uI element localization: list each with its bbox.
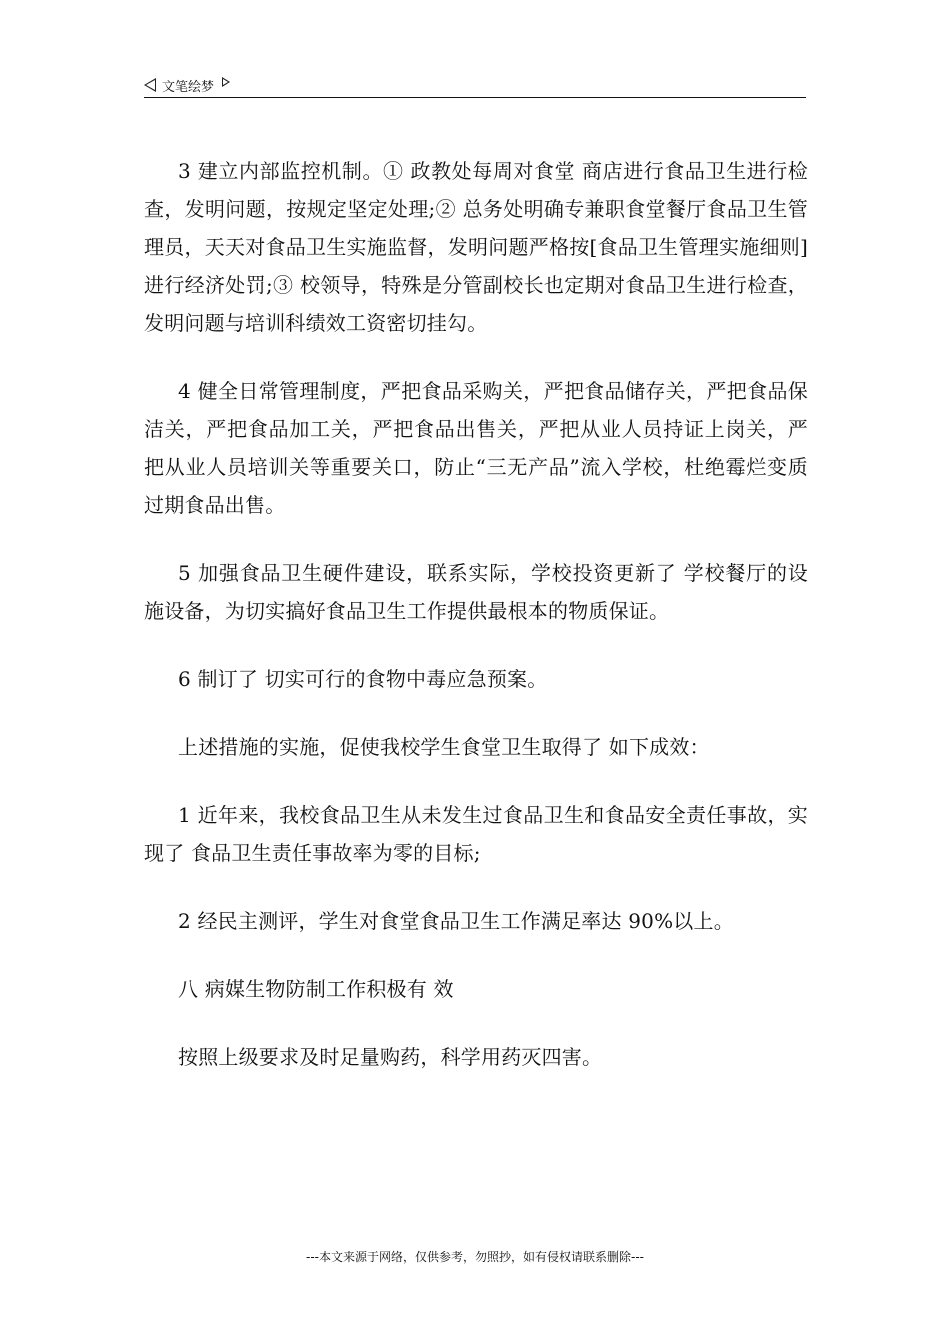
- triangle-right-icon: [222, 77, 230, 87]
- section-heading: 八 病媒生物防制工作积极有 效: [178, 977, 454, 1001]
- paragraph: 3 建立内部监控机制。① 政教处每周对食堂 商店进行食品卫生进行检查，发明问题，按规定坚定处理;② 总务处明确专兼职食堂餐厅食品卫生管理员，天天对食品卫生实施监督，发明问题严格按[食品卫生管理实施细则]进行经济处罚;③ 校领导，特殊是分管副校长也定期对食品卫生进行检查，发明问题与培训科绩效工资密切挂勾。: [144, 159, 808, 335]
- paragraph: 6 制订了 切实可行的食物中毒应急预案。: [178, 667, 548, 691]
- paragraph: 2 经民主测评，学生对食堂食品卫生工作满足率达 90%以上。: [178, 909, 734, 933]
- triangle-left-icon: [144, 78, 156, 92]
- footer-notice: ---本文来源于网络，仅供参考，勿照抄，如有侵权请联系删除---: [306, 1250, 644, 1264]
- header-divider: [144, 97, 806, 98]
- page-header: [144, 74, 230, 96]
- paragraph: 5 加强食品卫生硬件建设，联系实际，学校投资更新了 学校餐厅的设施设备，为切实搞好食品卫生工作提供最根本的物质保证。: [144, 561, 808, 623]
- document-body: [144, 152, 808, 1076]
- header-brand: 文笔绘梦: [162, 79, 215, 95]
- paragraph: 4 健全日常管理制度，严把食品采购关，严把食品储存关，严把食品保洁关，严把食品加工关，严把食品出售关，严把从业人员持证上岗关，严把从业人员培训关等重要关口，防止“三无产品”流入学校，杜绝霉烂变质过期食品出售。: [144, 379, 808, 517]
- paragraph: 按照上级要求及时足量购药，科学用药灭四害。: [178, 1045, 603, 1069]
- paragraph: 上述措施的实施，促使我校学生食堂卫生取得了 如下成效：: [178, 735, 710, 759]
- paragraph: 1 近年来，我校食品卫生从未发生过食品卫生和食品安全责任事故，实现了 食品卫生责任事故率为零的目标;: [144, 803, 808, 865]
